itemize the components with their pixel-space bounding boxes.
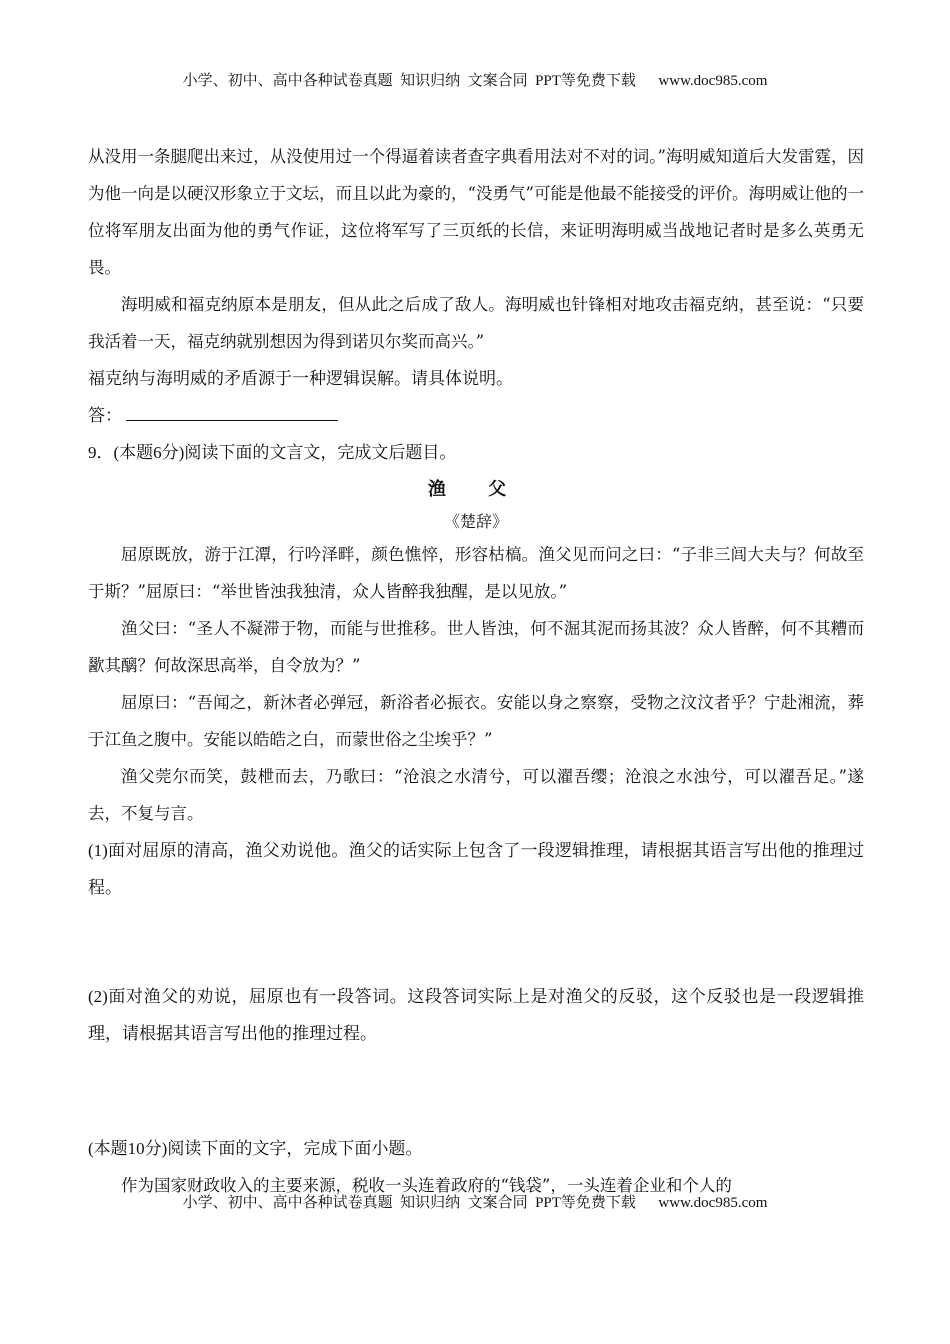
classical-paragraph: 屈原既放，游于江潭，行吟泽畔，颜色憔悴，形容枯槁。渔父见而问之曰：“子非三闾大夫与？何故至于斯？”屈原曰：“举世皆浊我独清，众人皆醉我独醒，是以见放。” xyxy=(88,545,864,601)
answer-space[interactable] xyxy=(88,906,864,978)
subquestion-2: (2)面对渔父的劝说，屈原也有一段答词。这段答词实际上是对渔父的反驳，这个反驳也是一段逻辑推理，请根据其语言写出他的推理过程。 xyxy=(88,987,864,1043)
classical-paragraph: 屈原曰：“吾闻之，新沐者必弹冠，新浴者必振衣。安能以身之察察，受物之汶汶者乎？宁赴湘流，葬于江鱼之腹中。安能以皓皓之白，而蒙世俗之尘埃乎？” xyxy=(88,693,864,749)
answer-label: 答： xyxy=(88,406,122,425)
poem-title: 渔 父 xyxy=(427,479,525,500)
answer-blank[interactable] xyxy=(126,400,338,421)
question10-passage-line: 作为国家财政收入的主要来源，税收一头连着政府的“钱袋”，一头连着企业和个人的 xyxy=(121,1176,732,1195)
question9-intro: 9．(本题6分)阅读下面的文言文，完成文后题目。 xyxy=(88,443,457,462)
answer-space[interactable] xyxy=(88,1052,864,1130)
question10-intro: (本题10分)阅读下面的文字，完成下面小题。 xyxy=(88,1139,423,1158)
passage-paragraph: 海明威和福克纳原本是朋友，但从此之后成了敌人。海明威也针锋相对地攻击福克纳，甚至说：“只要我活着一天，福克纳就别想因为得到诺贝尔奖而高兴。” xyxy=(88,295,864,351)
classical-paragraph: 渔父莞尔而笑，鼓枻而去，乃歌曰：“沧浪之水清兮，可以濯吾缨；沧浪之水浊兮，可以濯吾足。”遂去，不复与言。 xyxy=(88,767,864,823)
classical-paragraph: 渔父曰：“圣人不凝滞于物，而能与世推移。世人皆浊，何不淈其泥而扬其波？众人皆醉，何不其糟而歠其醨？何故深思高举，自令放为？” xyxy=(88,619,864,675)
page-footer: 小学、初中、高中各种试卷真题 知识归纳 文案合同 PPT等免费下载 www.doc985.com xyxy=(182,1195,768,1211)
poem-source: 《楚辞》 xyxy=(443,512,508,531)
passage-paragraph: 从没用一条腿爬出来过，从没使用过一个得逼着读者查字典看用法对不对的词。”海明威知道后大发雷霆，因为他一向是以硬汉形象立于文坛，而且以此为豪的，“没勇气”可能是他最不能接受的评价。海明威让他的一位将军朋友出面为他的勇气作证，这位将军写了三页纸的长信，来证明海明威当战地记者时是多么英勇无畏。 xyxy=(88,147,864,277)
document-body xyxy=(88,138,864,1204)
subquestion-1: (1)面对屈原的清高，渔父劝说他。渔父的话实际上包含了一段逻辑推理，请根据其语言写出他的推理过程。 xyxy=(88,841,864,897)
question8-answer xyxy=(88,397,864,434)
page-header: 小学、初中、高中各种试卷真题 知识归纳 文案合同 PPT等免费下载 www.doc985.com xyxy=(182,73,768,89)
question8-prompt: 福克纳与海明威的矛盾源于一种逻辑误解。请具体说明。 xyxy=(88,369,513,388)
